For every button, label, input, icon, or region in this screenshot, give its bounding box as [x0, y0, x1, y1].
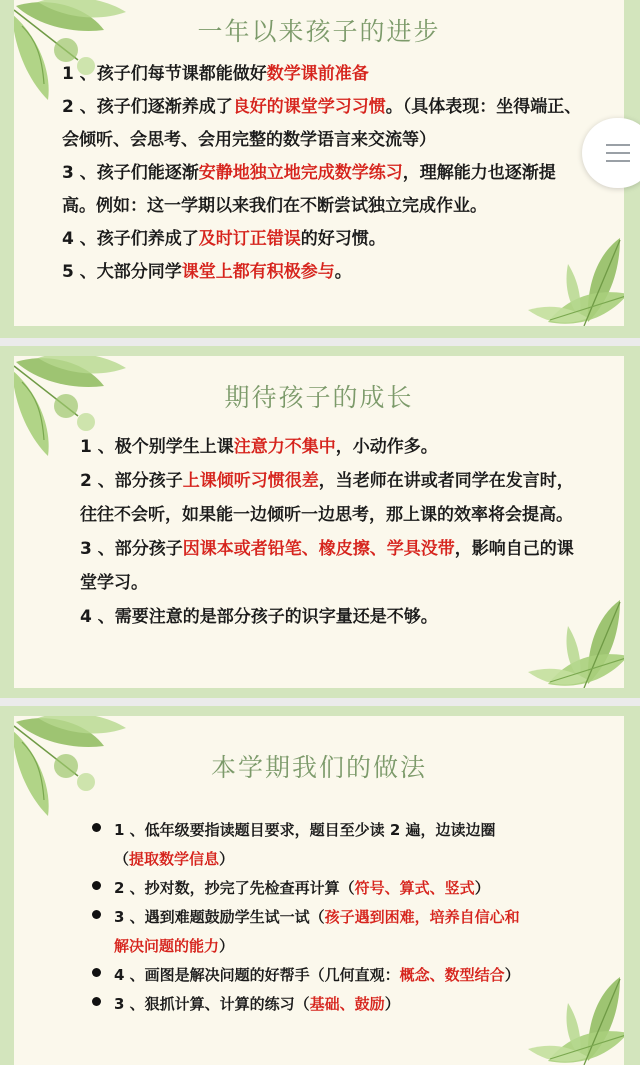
slide-methods-panel	[14, 716, 624, 1065]
list-item: 4 、孩子们养成了及时订正错误的好习惯。	[62, 229, 386, 249]
slide-progress	[0, 0, 640, 338]
slide-methods	[0, 706, 640, 1065]
list-item: 4 、需要注意的是部分孩子的识字量还是不够。	[80, 607, 438, 627]
slide-title: 一年以来孩子的进步	[197, 17, 441, 46]
list-item: 2 、部分孩子上课倾听习惯很差，当老师在讲或者同学在发言时，往往不会听，如果能一边倾听一边思考，那上课的效率将会提高。	[80, 471, 574, 525]
list-item: 3 、狠抓计算、计算的练习（基础、鼓励）	[92, 990, 520, 1019]
slide-title: 本学期我们的做法	[210, 753, 427, 782]
bullet-icon	[92, 823, 101, 832]
slide-expectations	[0, 346, 640, 698]
list-item: 1 、极个别学生上课注意力不集中，小动作多。	[80, 437, 438, 457]
slide-expectations-panel	[14, 356, 624, 688]
slide-title: 期待孩子的成长	[224, 383, 414, 412]
list-item: 2 、抄对数，抄完了先检查再计算（符号、算式、竖式）	[92, 874, 520, 903]
list-item: 4 、画图是解决问题的好帮手（几何直观：概念、数型结合）	[92, 961, 520, 990]
list-item: 3 、孩子们能逐渐安静地独立地完成数学练习，理解能力也逐渐提高。例如：这一学期以来我们在不断尝试独立完成作业。	[62, 163, 556, 216]
list-item: 1 、孩子们每节课都能做好数学课前准备	[62, 64, 369, 84]
bullet-icon	[92, 910, 101, 919]
bullet-icon	[92, 968, 101, 977]
bullet-icon	[92, 997, 101, 1006]
slide-progress-panel	[14, 0, 624, 326]
bullet-icon	[92, 881, 101, 890]
list-item: 2 、孩子们逐渐养成了良好的课堂学习习惯。（具体表现：坐得端正、会倾听、会思考、会用完整的数学语言来交流等）	[62, 97, 582, 150]
slide-body	[62, 58, 584, 289]
list-item: 3 、部分孩子因课本或者铅笔、橡皮擦、学具没带，影响自己的课堂学习。	[80, 539, 574, 593]
list-item: 5 、大部分同学课堂上都有积极参与。	[62, 262, 352, 282]
slide-body	[80, 430, 590, 634]
leaf-decoration-icon	[528, 973, 624, 1065]
list-item: 1 、低年级要指读题目要求，题目至少读 2 遍，边读边圈（提取数学信息）	[92, 816, 520, 874]
slide-body	[92, 816, 520, 1019]
list-item: 3 、遇到难题鼓励学生试一试（孩子遇到困难，培养自信心和解决问题的能力）	[92, 903, 520, 961]
